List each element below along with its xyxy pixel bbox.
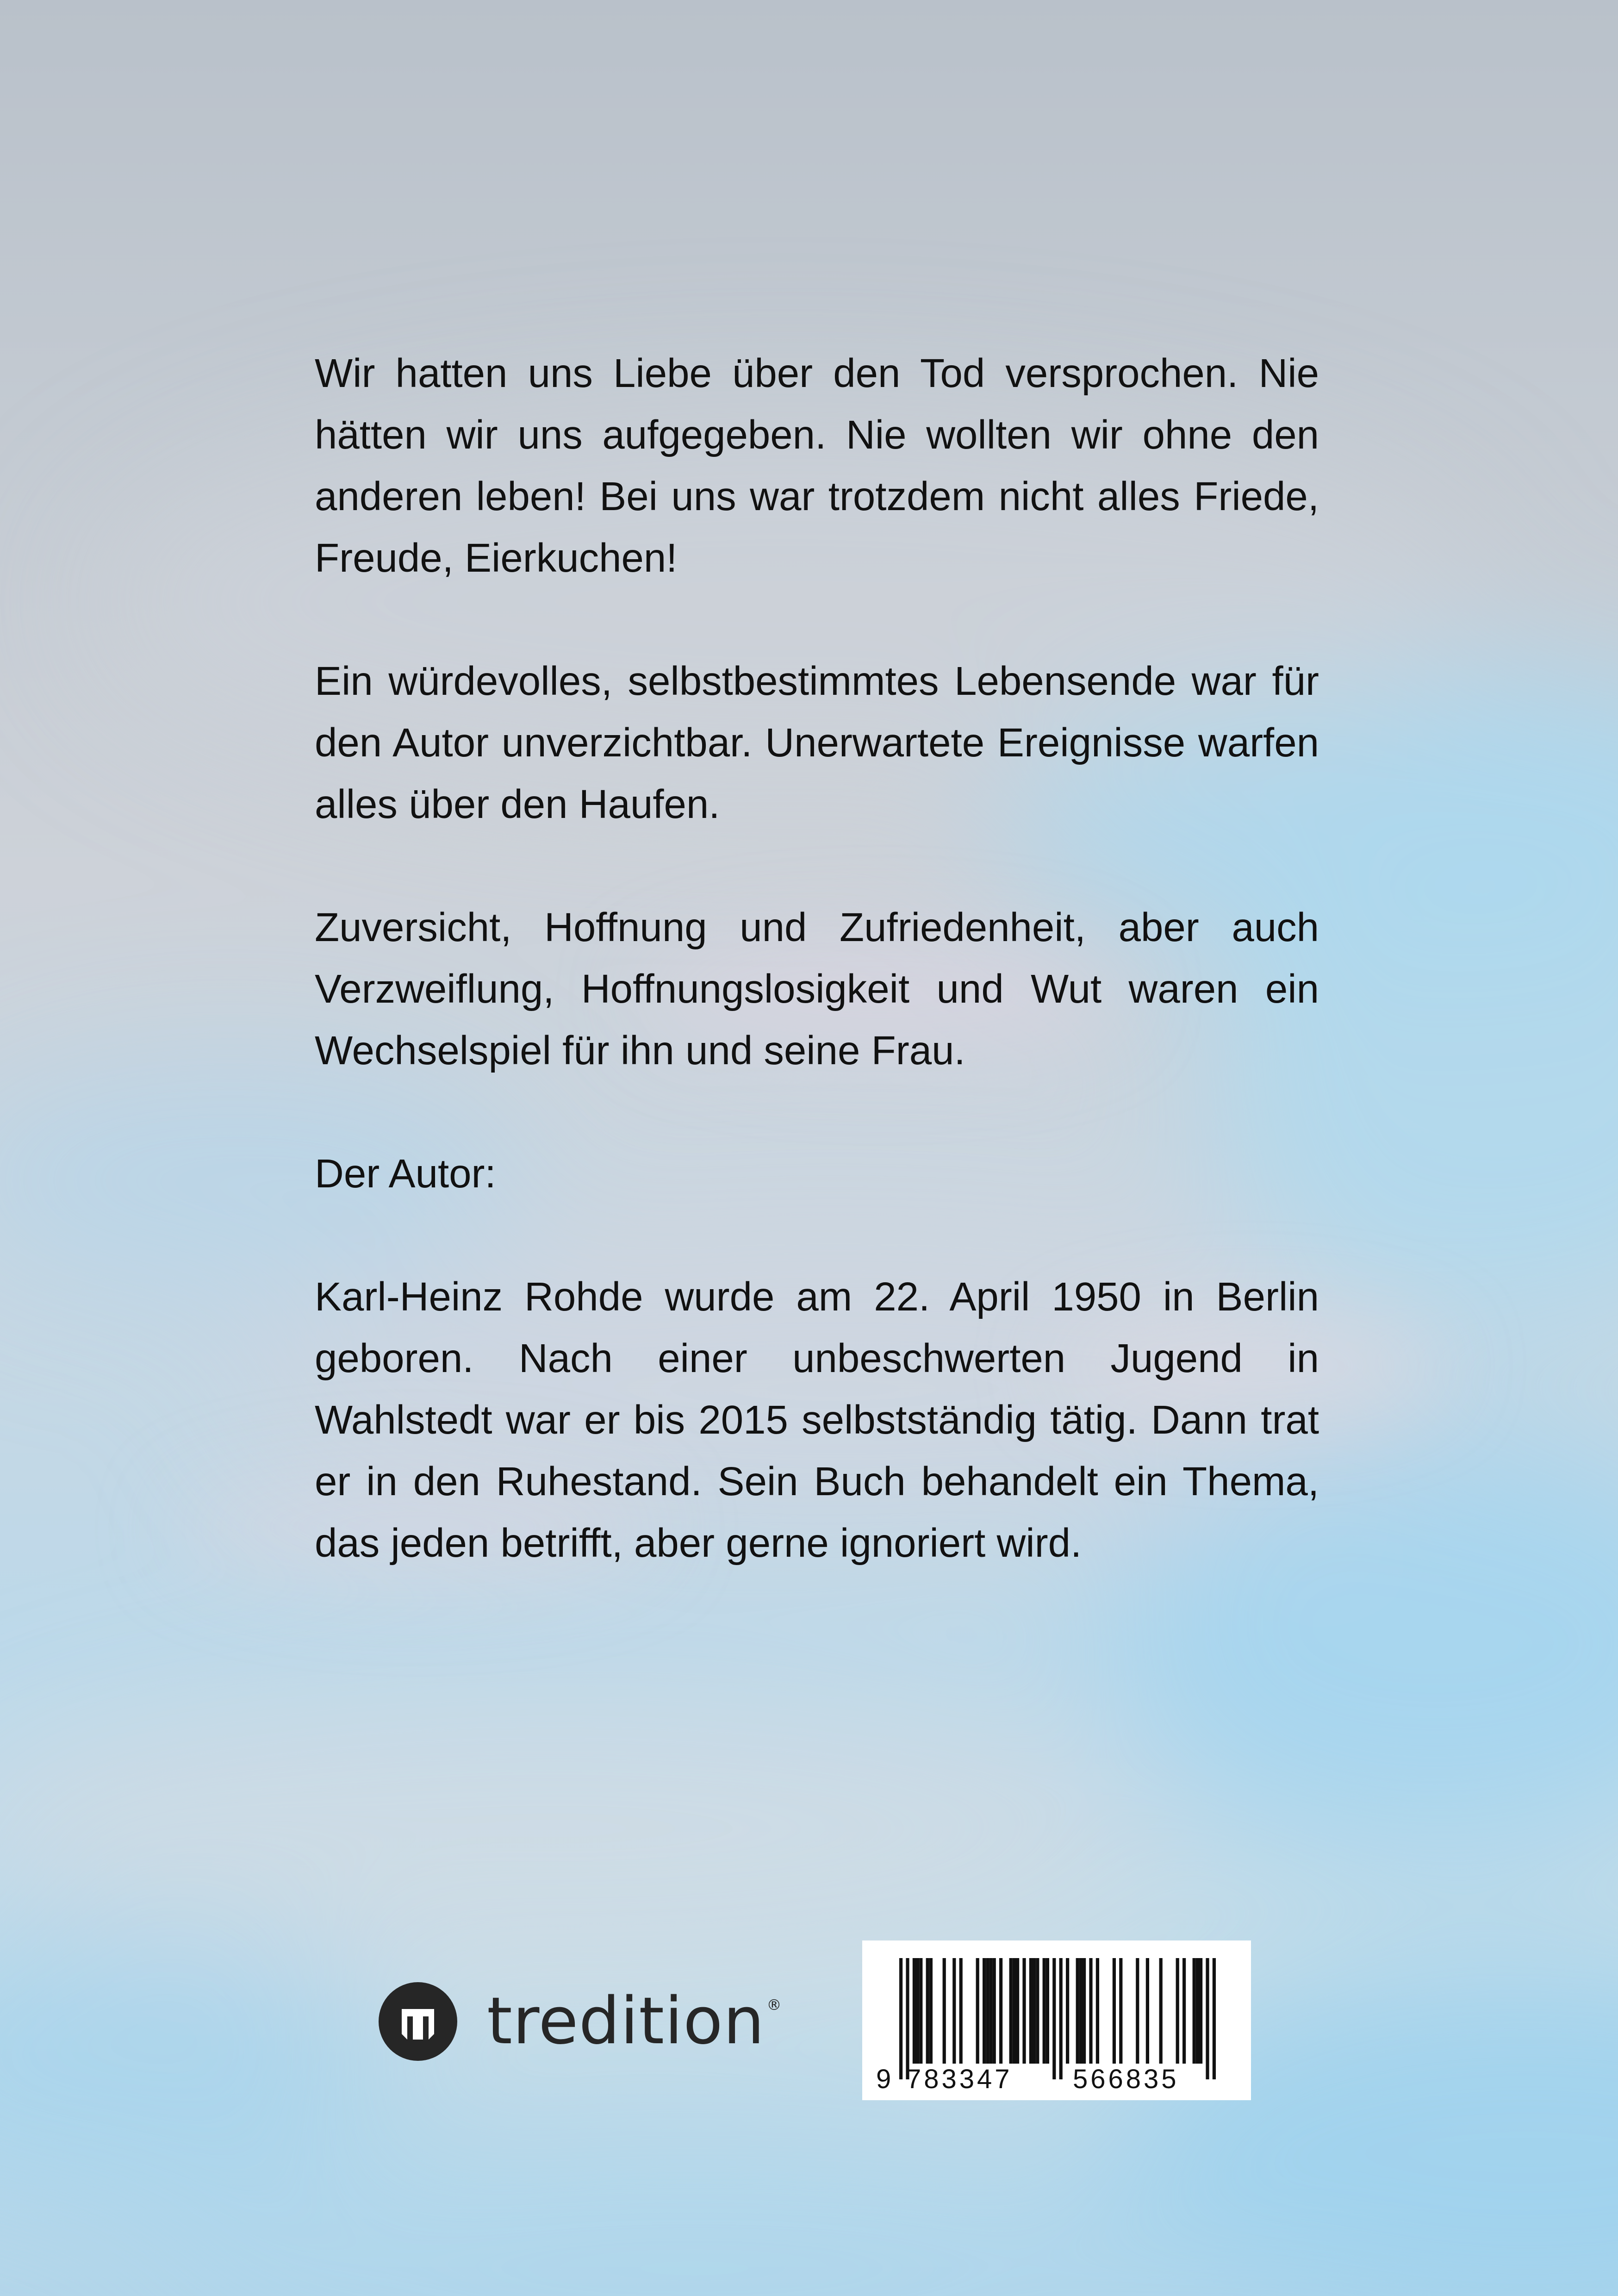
author-bio: Karl-Heinz Rohde wurde am 22. April 1950 in Berlin geboren. Nach einer unbeschwerten Jugend in Wahlstedt war er bis 2015 selbstständig tätig. Dann trat er in den Ruhestand. Sein Buch behandelt ein Thema, das jeden betrifft, aber gerne ignoriert wird. xyxy=(315,1274,1319,1566)
barcode-bar xyxy=(1076,1958,1079,2064)
barcode-bar xyxy=(1182,1958,1186,2064)
barcode-bar xyxy=(1136,1958,1139,2064)
barcode-bar xyxy=(1119,1958,1122,2064)
barcode-bar xyxy=(906,1958,909,2079)
barcode-bar xyxy=(919,1958,922,2064)
barcode-bar xyxy=(1029,1958,1033,2064)
publisher-name: tredition xyxy=(487,1984,765,2059)
barcode-bar xyxy=(1146,1958,1149,2064)
blurb-paragraph-2: Ein würdevolles, selbstbestimmtes Lebensende war für den Autor unverzichtbar. Unerwartete Ereignisse warfen alles über den Haufen. xyxy=(315,659,1319,827)
tredition-logo-icon xyxy=(379,1982,457,2061)
barcode-bar xyxy=(989,1958,992,2064)
barcode-right-digits: 566835 xyxy=(1073,2064,1179,2094)
barcode-bar xyxy=(1066,1958,1069,2064)
barcode-bar xyxy=(1206,1958,1209,2079)
barcode-left-digits: 783347 xyxy=(906,2064,1013,2094)
barcode-bar xyxy=(999,1958,1002,2064)
barcode-bar xyxy=(1213,1958,1216,2079)
barcode-bar xyxy=(1113,1958,1116,2064)
barcode-bar xyxy=(1009,1958,1013,2064)
barcode-bar xyxy=(1159,1958,1163,2064)
barcode-bar xyxy=(1089,1958,1092,2064)
barcode-bar xyxy=(943,1958,946,2064)
barcode-bar xyxy=(1096,1958,1099,2064)
barcode-bar xyxy=(1046,1958,1049,2064)
barcode-bar xyxy=(1043,1958,1046,2064)
barcode-bar xyxy=(1196,1958,1199,2064)
barcode-bar xyxy=(899,1958,902,2079)
isbn-barcode xyxy=(862,1940,1251,2100)
barcode-bar xyxy=(1199,1958,1202,2064)
barcode-bar xyxy=(1036,1958,1039,2064)
barcode-lead-digit: 9 xyxy=(876,2064,894,2094)
barcode-bar xyxy=(976,1958,979,2064)
barcode-bar xyxy=(926,1958,929,2064)
blurb-text xyxy=(315,343,1319,1574)
barcode-bar xyxy=(1079,1958,1083,2064)
blurb-paragraph-1: Wir hatten uns Liebe über den Tod versprochen. Nie hätten wir uns aufgegeben. Nie wollten wir ohne den anderen leben! Bei uns war trotzdem nicht alles Friede, Freude, Eierkuchen! xyxy=(315,351,1319,580)
barcode-bar xyxy=(1016,1958,1019,2064)
barcode-bar xyxy=(1013,1958,1016,2064)
barcode-bar xyxy=(983,1958,986,2064)
barcode-bar xyxy=(1193,1958,1196,2064)
barcode-bar xyxy=(959,1958,963,2064)
barcode-bar xyxy=(986,1958,989,2064)
barcode-bar xyxy=(913,1958,916,2064)
barcode-bar xyxy=(1052,1958,1056,2079)
barcode-bar xyxy=(929,1958,933,2064)
barcode-bar xyxy=(1176,1958,1179,2064)
barcode-bar xyxy=(1022,1958,1026,2064)
registered-mark: ® xyxy=(766,1996,782,2014)
barcode-bar xyxy=(1033,1958,1036,2064)
barcode-bar xyxy=(993,1958,996,2064)
author-heading: Der Autor: xyxy=(315,1151,496,1196)
blurb-paragraph-3: Zuversicht, Hoffnung und Zufriedenheit, aber auch Verzweiflung, Hoffnungslosigkeit und Wut waren ein Wechselspiel für ihn und seine Frau. xyxy=(315,905,1319,1073)
barcode-bar xyxy=(1083,1958,1086,2064)
publisher-logo xyxy=(379,1982,781,2061)
barcode-bar xyxy=(1059,1958,1063,2079)
barcode-bar xyxy=(916,1958,919,2064)
barcode-bar xyxy=(952,1958,956,2064)
